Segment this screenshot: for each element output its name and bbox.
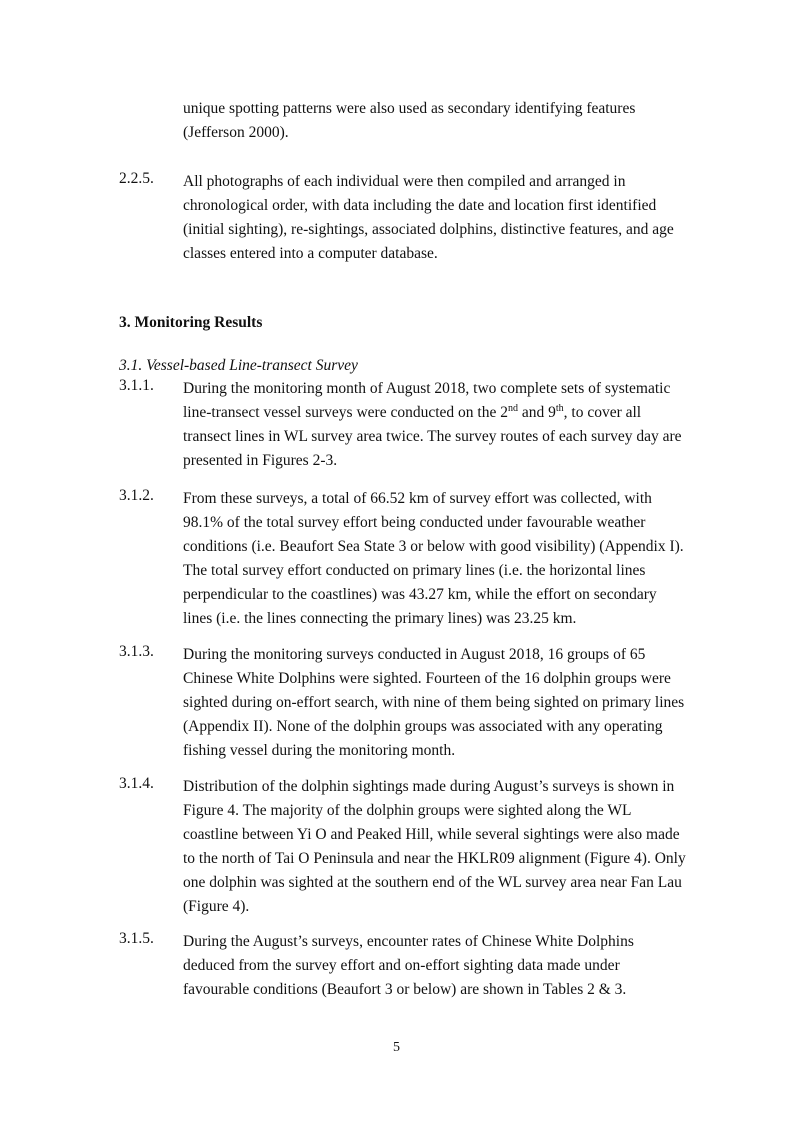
ordinal-suffix: nd bbox=[507, 402, 518, 414]
paragraph-text: During the monitoring surveys conducted in August 2018, 16 groups of 65 Chinese White Dolphins were sighted. Fourteen of the 16 dolphin groups were sighted during on-effort search, with nine of them being sighted on primary lines (Appendix II). None of the dolphin groups was associated with any operating fishing vessel during the monitoring month. bbox=[183, 646, 685, 759]
paragraph-2-2-5 bbox=[119, 170, 689, 266]
paragraph-number: 3.1.2. bbox=[119, 487, 154, 504]
paragraph-3-1-3 bbox=[119, 643, 689, 763]
paragraph-number: 3.1.4. bbox=[119, 775, 154, 792]
paragraph-number: 3.1.3. bbox=[119, 643, 154, 660]
section-heading: 3. Monitoring Results bbox=[119, 314, 263, 331]
paragraph-text: During the August’s surveys, encounter rates of Chinese White Dolphins deduced from the survey effort and on-effort sighting data made under favourable conditions (Beaufort 3 or below) are shown in Tables 2 & 3. bbox=[183, 933, 634, 998]
paragraph-text: unique spotting patterns were also used as secondary identifying features (Jefferson 2000). bbox=[183, 100, 636, 141]
paragraph-text bbox=[183, 377, 689, 473]
page-number: 5 bbox=[393, 1040, 400, 1055]
paragraph-3-1-4 bbox=[119, 775, 689, 919]
text-part: and 9 bbox=[517, 404, 556, 421]
paragraph-3-1-5 bbox=[119, 930, 689, 1002]
paragraph-text: Distribution of the dolphin sightings made during August’s surveys is shown in Figure 4. The majority of the dolphin groups were sighted along the WL coastline between Yi O and Peaked Hill, while several sightings were also made to the north of Tai O Peninsula and near the HKLR09 alignment (Figure 4). Only one dolphin was sighted at the southern end of the WL survey area near Fan Lau (Figure 4). bbox=[183, 778, 686, 915]
paragraph-3-1-2 bbox=[119, 487, 689, 631]
paragraph-3-1-1 bbox=[119, 377, 689, 473]
ordinal-suffix: th bbox=[555, 402, 564, 414]
paragraph-number: 3.1.5. bbox=[119, 930, 154, 947]
paragraph-number: 2.2.5. bbox=[119, 170, 154, 187]
continuation-paragraph bbox=[119, 97, 689, 145]
paragraph-text: All photographs of each individual were then compiled and arranged in chronological order, with data including the date and location first identified (initial sighting), re-sightings, associated dolphins, distinctive features, and age classes entered into a computer database. bbox=[183, 173, 674, 262]
text-part: , to cover all transect lines in WL survey area twice. The survey routes of each survey day are presented in Figures 2-3. bbox=[183, 404, 682, 469]
text-part: During the monitoring month of August 2018, two complete sets of systematic line-transect vessel surveys were conducted on the 2 bbox=[183, 380, 671, 421]
paragraph-text: From these surveys, a total of 66.52 km of survey effort was collected, with 98.1% of the total survey effort being conducted under favourable weather conditions (i.e. Beaufort Sea State 3 or below with good visibility) (Appendix I). The total survey effort conducted on primary lines (i.e. the horizontal lines perpendicular to the coastlines) was 43.27 km, while the effort on secondary lines (i.e. the lines connecting the primary lines) was 23.25 km. bbox=[183, 490, 684, 627]
paragraph-number: 3.1.1. bbox=[119, 377, 154, 394]
subsection-heading: 3.1. Vessel-based Line-transect Survey bbox=[119, 357, 358, 374]
